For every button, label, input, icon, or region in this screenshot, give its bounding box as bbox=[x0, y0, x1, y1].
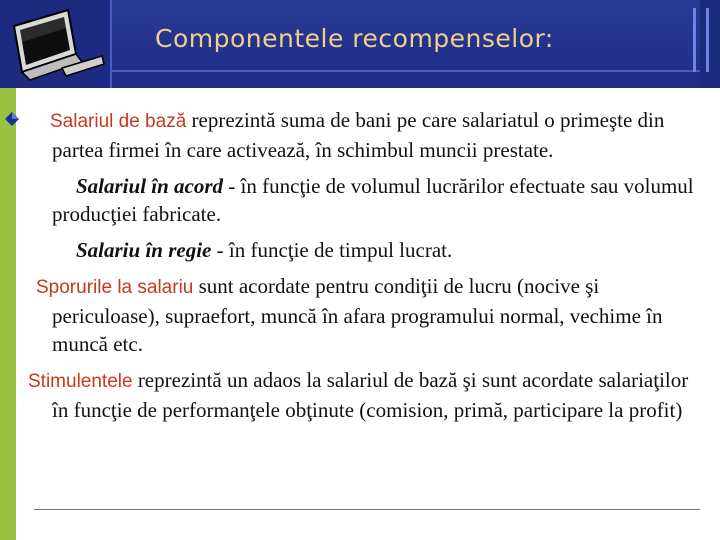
slide-title: Componentele recompenselor: bbox=[155, 24, 554, 53]
term-bonuses: Sporurile la salariu bbox=[36, 277, 194, 298]
text-base-salary: reprezintă suma de bani pe care salariatul o primeşte din partea firmei în care activează, în schimbul muncii prestate. bbox=[52, 108, 665, 162]
header-accent-bar bbox=[706, 8, 709, 72]
term-incentives: Stimulentele bbox=[28, 371, 133, 392]
text-time-salary: - în funcţie de timpul lucrat. bbox=[211, 238, 453, 262]
footer-divider bbox=[34, 509, 700, 510]
left-accent-bar bbox=[0, 88, 16, 540]
paragraph-base-salary bbox=[28, 106, 708, 164]
diamond-bullet-icon bbox=[28, 106, 50, 134]
text-bonuses: sunt acordate pentru condiţii de lucru (nocive şi periculoase), supraefort, muncă în afara programului normal, vechime în muncă etc. bbox=[52, 274, 663, 356]
text-incentives: reprezintă un adaos la salariul de bază şi sunt acordate salariaţilor în funcţie de performanţele obţinute (comision, primă, participare la profit) bbox=[52, 368, 689, 422]
term-base-salary: Salariul de bază bbox=[50, 111, 187, 132]
text-piece-salary: - în funcţie de volumul lucrărilor efectuate sau volumul producţiei fabricate. bbox=[52, 174, 694, 226]
header-accent-bar bbox=[693, 8, 696, 72]
slide-body bbox=[28, 106, 708, 432]
term-time-salary: Salariu în regie bbox=[76, 238, 212, 262]
computer-monitor-icon bbox=[6, 6, 106, 86]
term-piece-salary: Salariul în acord bbox=[76, 174, 224, 198]
paragraph-piece-salary bbox=[28, 172, 708, 228]
paragraph-time-salary bbox=[28, 236, 708, 264]
paragraph-bonuses bbox=[28, 272, 708, 358]
paragraph-incentives bbox=[28, 366, 708, 424]
header-divider bbox=[110, 70, 700, 72]
